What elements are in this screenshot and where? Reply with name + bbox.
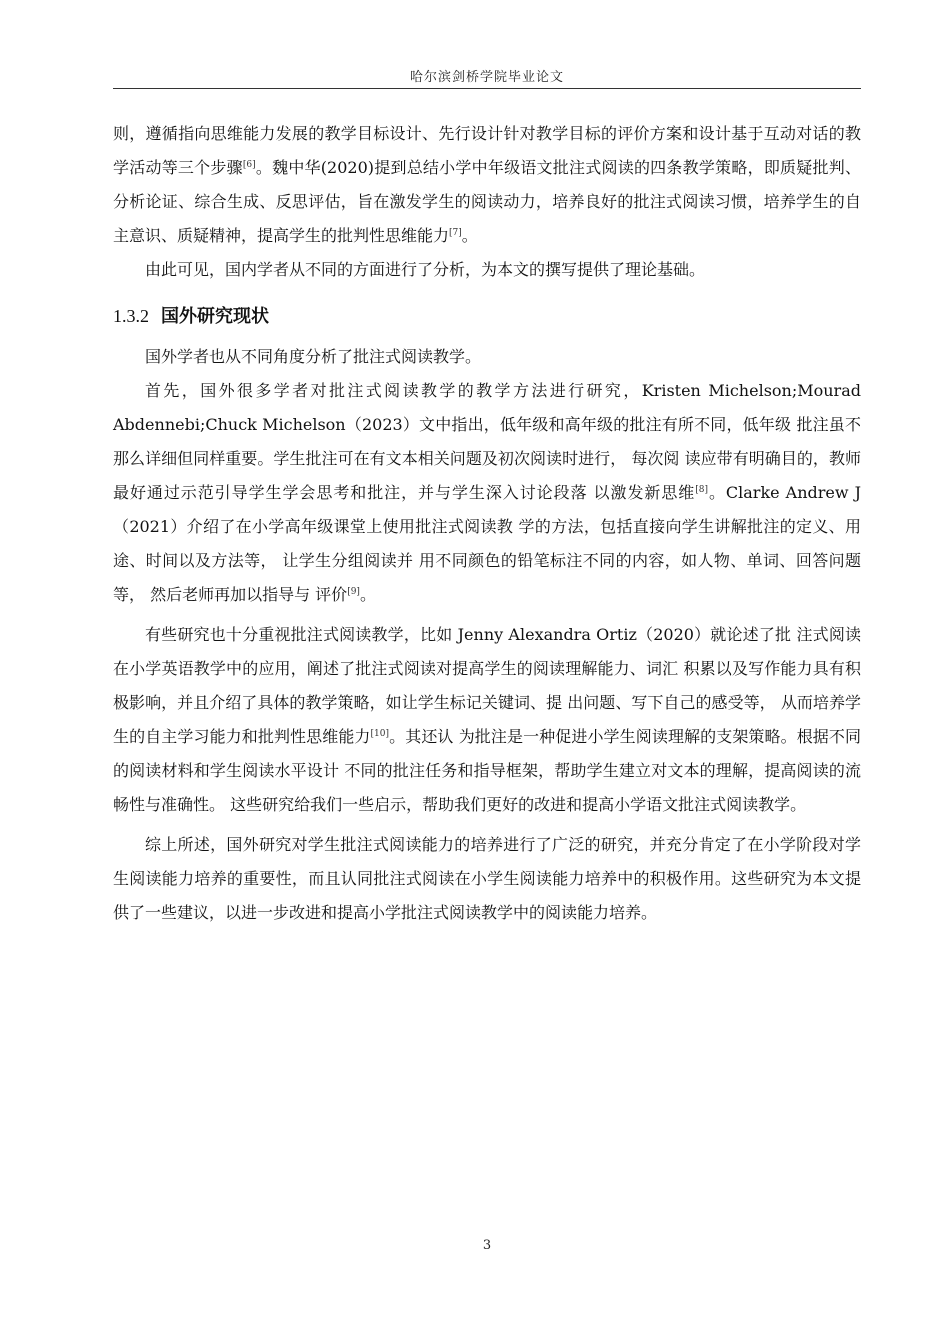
- paragraph-text: 首先，国外很多学者对批注式阅读教学的教学方法进行研究，Kristen Michelson;Mourad Abdennebi;Chuck Michelson（2023）文中指出，低年级和高年级的批注有所不同，低年级 批注虽不那么详细但同样重要。学生批注可在有文本相关问题及初次阅读时进行， 每次阅 读应带有明确目的，教师最好通过示范引导学生学会思考和批注，并与学生深入讨论段落 以激发新思维: [113, 381, 861, 502]
- citation-ref[interactable]: [8]: [695, 485, 708, 495]
- paragraph-foreign-methods: [113, 374, 861, 612]
- paragraph-text: 。: [359, 585, 376, 604]
- header-rule: [113, 88, 861, 89]
- citation-ref[interactable]: [9]: [347, 587, 360, 597]
- paragraph-text: 。其还认 为批注是一种促进小学生阅读理解的支架策略。根据不同的阅读材料和学生阅读水平设计 不同的批注任务和指导框架，帮助学生建立对文本的理解，提高阅读的流畅性与准确性。 这些研究给我们一些启示，帮助我们更好的改进和提高小学语文批注式阅读教学。: [113, 727, 861, 814]
- paragraph-summary-domestic: 由此可见，国内学者从不同的方面进行了分析，为本文的撰写提供了理论基础。: [145, 260, 706, 279]
- paragraph-foreign-intro: 国外学者也从不同角度分析了批注式阅读教学。: [145, 347, 482, 366]
- paragraph-text: 。魏中华(2020)提到总结小学中年级语文批注式阅读的四条教学策略，即质疑批判、分析论证、综合生成、反思评估，旨在激发学生的阅读动力，培养良好的批注式阅读习惯，培养学生的自主意识、质疑精神，提高学生的批判性思维能力: [113, 158, 861, 245]
- running-header: 哈尔滨剑桥学院毕业论文: [409, 70, 564, 85]
- paragraph-conclusion: 综上所述，国外研究对学生批注式阅读能力的培养进行了广泛的研究，并充分肯定了在小学阶段对学生阅读能力培养的重要性，而且认同批注式阅读在小学生阅读能力培养中的积极作用。这些研究为本文提供了一些建议，以进一步改进和提高小学批注式阅读教学中的阅读能力培养。: [113, 835, 861, 922]
- citation-ref[interactable]: [7]: [449, 228, 462, 238]
- citation-ref[interactable]: [10]: [370, 729, 390, 739]
- paragraph-text: 。: [461, 226, 478, 245]
- paragraph-text: 有些研究也十分重视批注式阅读教学，比如 Jenny Alexandra Ortiz（2020）就论述了批 注式阅读在小学英语教学中的应用，阐述了批注式阅读对提高学生的阅读理解能力、词汇 积累以及写作能力具有积极影响，并且介绍了具体的教学策略，如让学生标记关键词、提 出问题、写下自己的感受等， 从而培养学生的自主学习能力和批判性思维能力: [113, 625, 861, 746]
- section-heading: [113, 297, 861, 336]
- section-number: 1.3.2: [113, 306, 149, 326]
- paragraph-text: 则，遵循指向思维能力发展的教学目标设计、先行设计针对教学目标的评价方案和设计基于互动对话的教学活动等三个步骤: [113, 124, 861, 177]
- paragraph-foreign-applications: [113, 618, 861, 822]
- paragraph-text: 。Clarke Andrew J（2021）介绍了在小学高年级课堂上使用批注式阅读教 学的方法，包括直接向学生讲解批注的定义、用途、时间以及方法等， 让学生分组阅读并 用不同颜色的铅笔标注不同的内容，如人物、单词、回答问题等， 然后老师再加以指导与 评价: [113, 483, 861, 604]
- page-number: 3: [482, 1238, 492, 1253]
- section-title: 国外研究现状: [161, 306, 269, 327]
- document-body: [113, 117, 861, 930]
- citation-ref[interactable]: [6]: [242, 160, 256, 170]
- paragraph-domestic-continued: [113, 117, 861, 253]
